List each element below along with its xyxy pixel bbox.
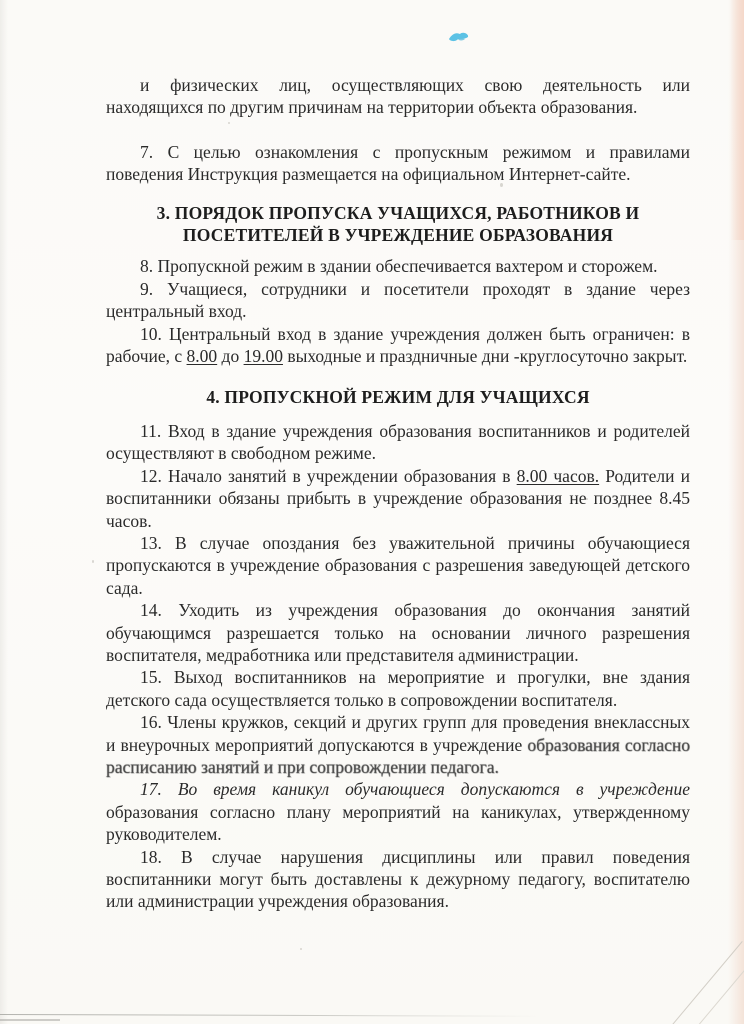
paragraph-intro-continuation <box>106 74 690 119</box>
paragraph-item-11 <box>106 420 690 465</box>
page-right-edge-tint <box>728 0 744 1024</box>
paragraph-item-18 <box>106 846 690 913</box>
corner-fold-artifact <box>679 963 744 1024</box>
item9-text: 9. Учащиеся, сотрудники и посетители проходят в здание через центральный вход. <box>106 278 690 322</box>
item14-text: 14. Уходить из учреждения образования до окончания занятий обучающимся разрешается только на основании личного разрешения воспитателя, медработника или представителя администрации. <box>106 600 690 665</box>
paragraph-item-7 <box>106 141 690 186</box>
item10-text-pre: 10. Центральный вход в здание учреждения должен быть ограничен: в рабочие, с <box>106 323 690 367</box>
page-bottom-edge-line <box>0 1014 540 1017</box>
page-left-edge-shadow <box>0 0 8 1024</box>
paper-speck <box>300 948 302 950</box>
opening-time-underlined: 8.00 <box>186 346 218 367</box>
item18-text: 18. В случае нарушения дисциплины или правил поведения воспитанники могут быть доставлены к дежурному педагогу, воспитателю или администрации учреждения образования. <box>106 846 690 912</box>
item17-italic-line: 17. Во время каникул обучающиеся допускаются в учреждение <box>140 779 690 800</box>
lesson-start-time-underlined: 8.00 часов. <box>516 465 600 486</box>
item10-text-mid: до <box>217 346 244 367</box>
paragraph-item-17 <box>106 778 690 845</box>
paragraph-item-14 <box>106 599 690 666</box>
item12-text-post: Родители и воспитанники обязаны прибыть в учреждение образования не позднее 8.45 часов. <box>106 465 690 531</box>
intro-text: и физических лиц, осуществляющих свою деятельность или находящихся по другим причинам на территории объекта образования. <box>106 75 690 118</box>
section-heading-4: 4. ПРОПУСКНОЙ РЕЖИМ ДЛЯ УЧАЩИХСЯ <box>206 387 590 408</box>
paper-speck <box>92 560 94 563</box>
item11-text: 11. Вход в здание учреждения образования воспитанников и родителей осуществляют в свободном режиме. <box>106 420 690 464</box>
item13-text: 13. В случае опоздания без уважительной причины обучающиеся пропускаются в учреждение образования с разрешения заведующей детского сада. <box>106 532 690 598</box>
page-right-edge-tint-top <box>730 0 744 240</box>
paragraph-item-8 <box>106 255 690 277</box>
ink-smudge-mark <box>447 30 473 46</box>
paragraph-item-15 <box>106 666 690 711</box>
section-heading-3: 3. ПОРЯДОК ПРОПУСКА УЧАЩИХСЯ, РАБОТНИКОВ И ПОСЕТИТЕЛЕЙ В УЧРЕЖДЕНИЕ ОБРАЗОВАНИЯ <box>156 202 640 246</box>
item16-text: 16. Члены кружков, секций и других групп для проведения внеклассных и внеурочных мероприятий допускаются в учреждение <box>106 712 690 755</box>
paragraph-item-16 <box>106 711 690 778</box>
page-bottom-edge-line-secondary <box>0 1019 60 1021</box>
ink-smudge-shape <box>447 30 473 46</box>
item17-text-rest: образования согласно плану мероприятий на каникулах, утвержденному руководителем. <box>106 801 690 845</box>
item15-text: 15. Выход воспитанников на мероприятие и прогулки, вне здания детского сада осуществляется только в сопровождении воспитателя. <box>106 667 690 710</box>
paragraph-item-12 <box>106 465 690 532</box>
item7-text: 7. С целью ознакомления с пропускным режимом и правилами поведения Инструкция размещается на официальном Интернет-сайте. <box>106 141 690 185</box>
document-body <box>106 74 690 913</box>
paragraph-item-13 <box>106 532 690 599</box>
item8-text: 8. Пропускной режим в здании обеспечивается вахтером и сторожем. <box>140 256 658 277</box>
item12-text-pre: 12. Начало занятий в учреждении образования в <box>140 465 517 486</box>
item16-blurred-scan-line: образования согласно расписанию занятий и при сопровождении педагога. <box>106 734 691 777</box>
item10-text-post: выходные и праздничные дни -круглосуточно закрыт. <box>282 346 688 367</box>
closing-time-underlined: 19.00 <box>243 346 283 367</box>
paragraph-item-9 <box>106 278 690 323</box>
paragraph-item-10 <box>106 323 690 368</box>
